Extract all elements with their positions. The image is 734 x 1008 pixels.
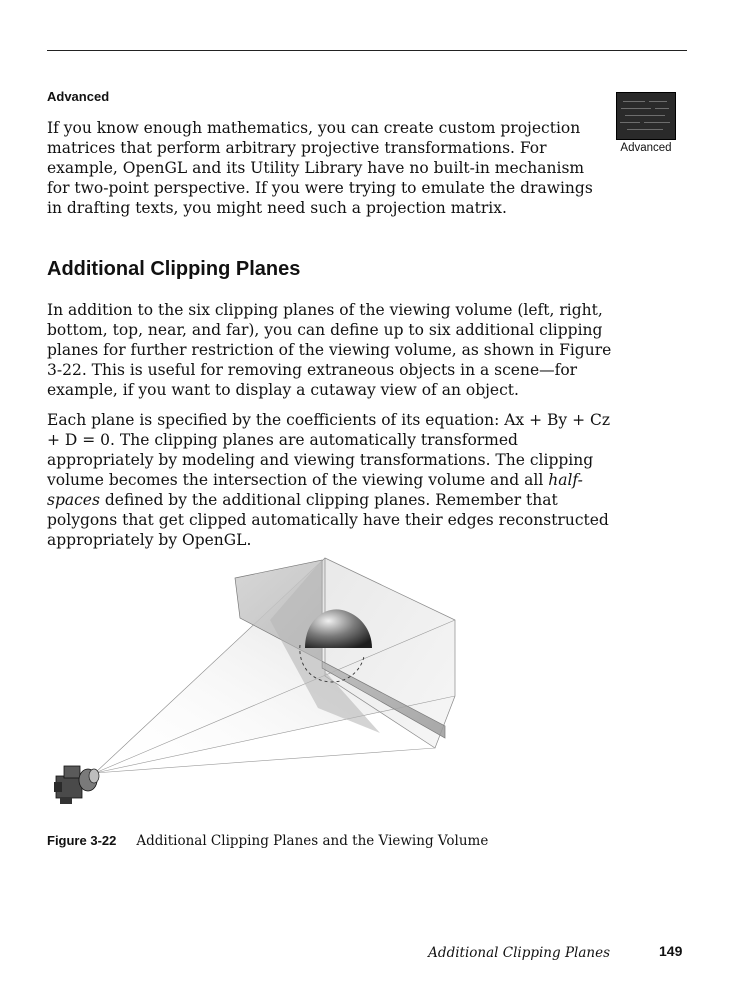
paragraph-2-part-1: Each plane is specified by the coefficients of its equation: Ax + By + Cz + D = 0. The clipping planes are automatically transformed appropriately by modeling and viewing transformations. The clipping volume becomes the intersection of the viewing volume and all bbox=[47, 411, 611, 489]
page-number: 149 bbox=[659, 943, 683, 959]
figure-number: Figure 3-22 bbox=[47, 833, 117, 848]
half-spaces-term: half-spaces bbox=[47, 471, 583, 509]
paragraph-1: In addition to the six clipping planes of the viewing volume (left, right, bottom, top, near, and far), you can define up to six additional clipping planes for further restriction of the viewing volume, as shown in Figure 3-22. This is useful for removing extraneous objects in a scene—for example, if you want to display a cutaway view of an object. bbox=[47, 301, 612, 399]
advanced-label: Advanced bbox=[47, 89, 110, 104]
section-title: Additional Clipping Planes bbox=[47, 258, 301, 280]
intro-paragraph: If you know enough mathematics, you can create custom projection matrices that perform arbitrary projective transformations. For example, OpenGL and its Utility Library have no built-in mechanism for two-point perspective. If you were trying to emulate the drawings in drafting texts, you might need such a projection matrix. bbox=[47, 119, 593, 217]
running-footer-title: Additional Clipping Planes bbox=[428, 945, 610, 961]
camera-icon bbox=[54, 766, 99, 804]
paragraph-2-part-2: defined by the additional clipping planes. Remember that polygons that get clipped automatically have their edges reconstructed appropriately by OpenGL. bbox=[47, 491, 609, 549]
advanced-badge bbox=[616, 92, 676, 154]
paragraph-2 bbox=[47, 410, 619, 550]
top-rule bbox=[47, 50, 687, 51]
figure-caption bbox=[47, 833, 488, 849]
figure-caption-text: Additional Clipping Planes and the Viewing Volume bbox=[136, 833, 489, 849]
advanced-chip-icon bbox=[616, 92, 676, 140]
advanced-badge-caption: Advanced bbox=[620, 142, 672, 154]
clipping-planes-figure bbox=[50, 548, 480, 823]
